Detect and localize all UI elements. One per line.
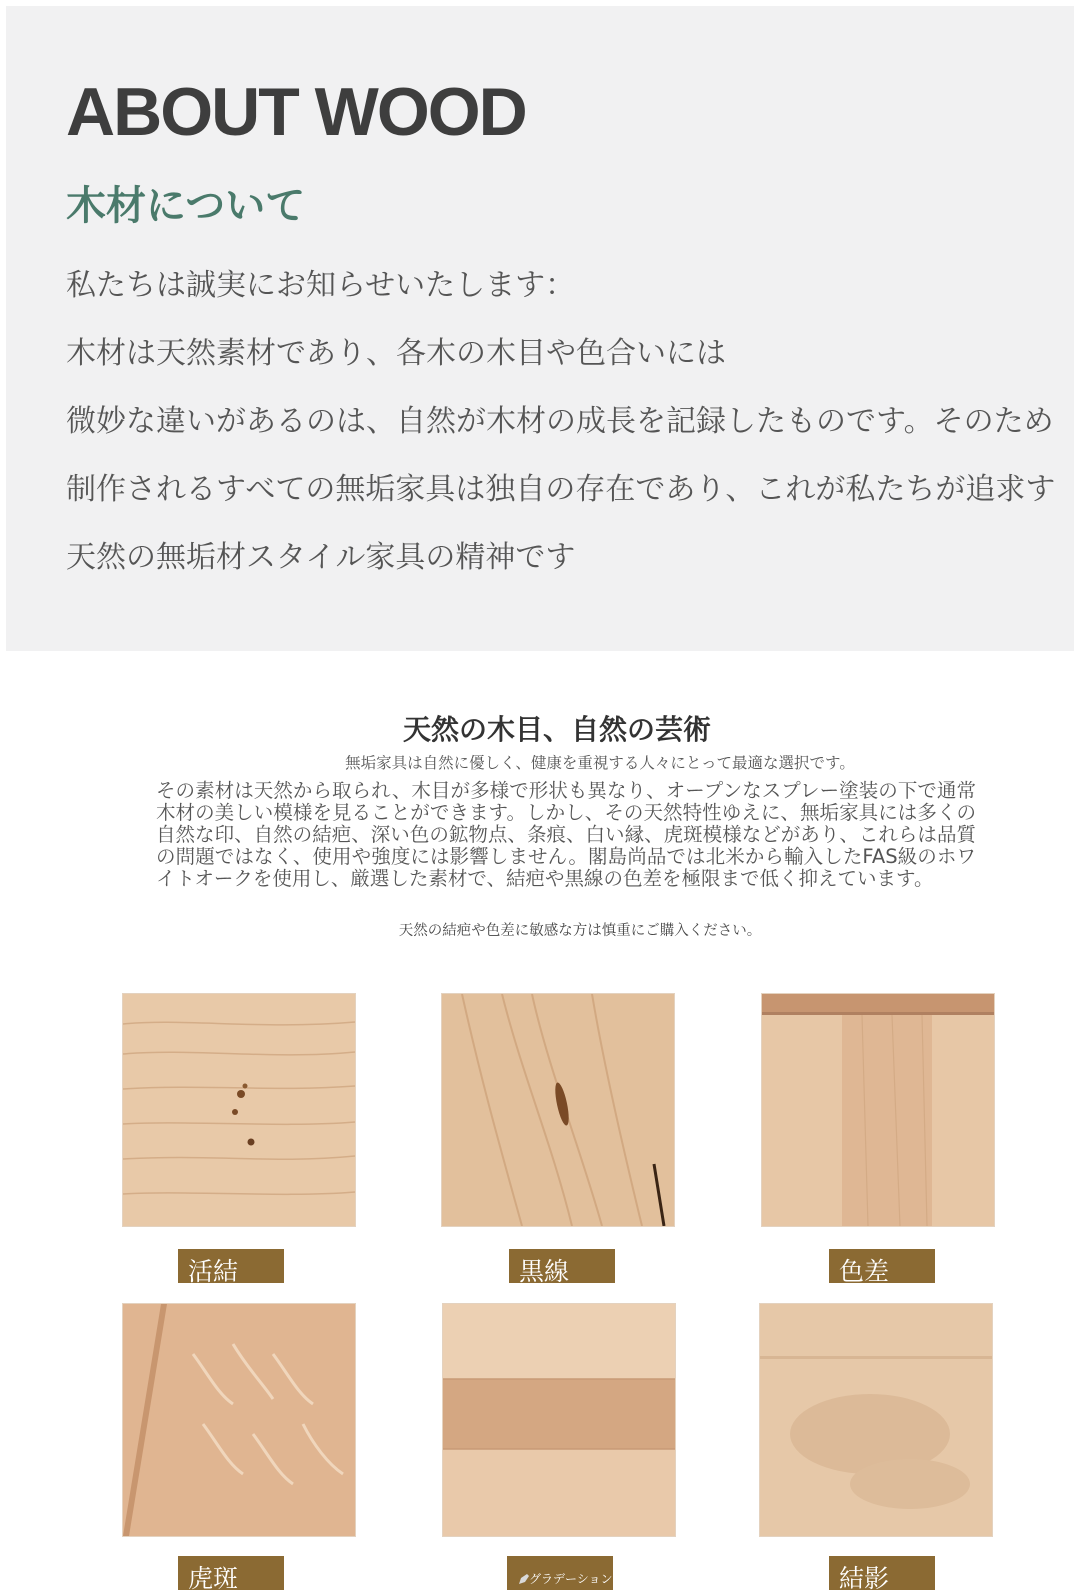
wood-sample-gradation: [443, 1304, 675, 1536]
tag-live-knot: 活結: [178, 1249, 284, 1283]
about-wood-panel: [6, 6, 1074, 651]
tag-black-line: 黒線: [509, 1249, 615, 1283]
tag-tiger-stripe: 虎斑: [178, 1556, 284, 1590]
natural-grain-subtitle: 無垢家具は自然に優しく、健康を重視する人々にとって最適な選択です。: [345, 754, 855, 772]
about-wood-subtitle: 木材について: [66, 183, 306, 229]
wood-sample-tiger-stripe: [123, 1304, 355, 1536]
intro-line: 木材は天然素材であり、各木の木目や色合いには: [66, 336, 726, 371]
wood-sample-black-line: [442, 994, 674, 1226]
tag-color-difference: 色差: [829, 1249, 935, 1283]
natural-grain-description: その素材は天然から取られ、木目が多様で形状も異なり、オープンなスプレー塗装の下で通常木材の美しい模様を見ることができます。しかし、その天然特性ゆえに、無垢家具には多くの自然な印、自然の結疤、深い色の鉱物点、条痕、白い縁、虎斑模様などがあり、これらは品質の問題ではなく、使用や強度には影響しません。閣島尚品では北米から輸入したFAS級のホワイトオークを使用し、厳選した素材で、結疤や黒線の色差を極限まで低く抑えています。: [156, 779, 976, 890]
tag-figure-shadow: 結影: [829, 1556, 935, 1590]
wood-sample-figure-shadow: [760, 1304, 992, 1536]
purchase-warning: 天然の結疤や色差に敏感な方は慎重にご購入ください。: [398, 923, 762, 939]
tag-gradation: グラデーション: [507, 1556, 613, 1590]
natural-grain-title: 天然の木目、自然の芸術: [402, 713, 711, 746]
wood-sample-live-knot: [123, 994, 355, 1226]
intro-line: 私たちは誠実にお知らせいたします：: [66, 268, 576, 303]
wood-sample-color-difference: [762, 994, 994, 1226]
intro-line: 制作されるすべての無垢家具は独自の存在であり、これが私たちが追求す: [66, 472, 1056, 507]
about-wood-title: ABOUT WOOD: [66, 74, 526, 150]
intro-line: 微妙な違いがあるのは、自然が木材の成長を記録したものです。そのため: [66, 404, 1054, 439]
intro-line: 天然の無垢材スタイル家具の精神です: [66, 540, 576, 575]
